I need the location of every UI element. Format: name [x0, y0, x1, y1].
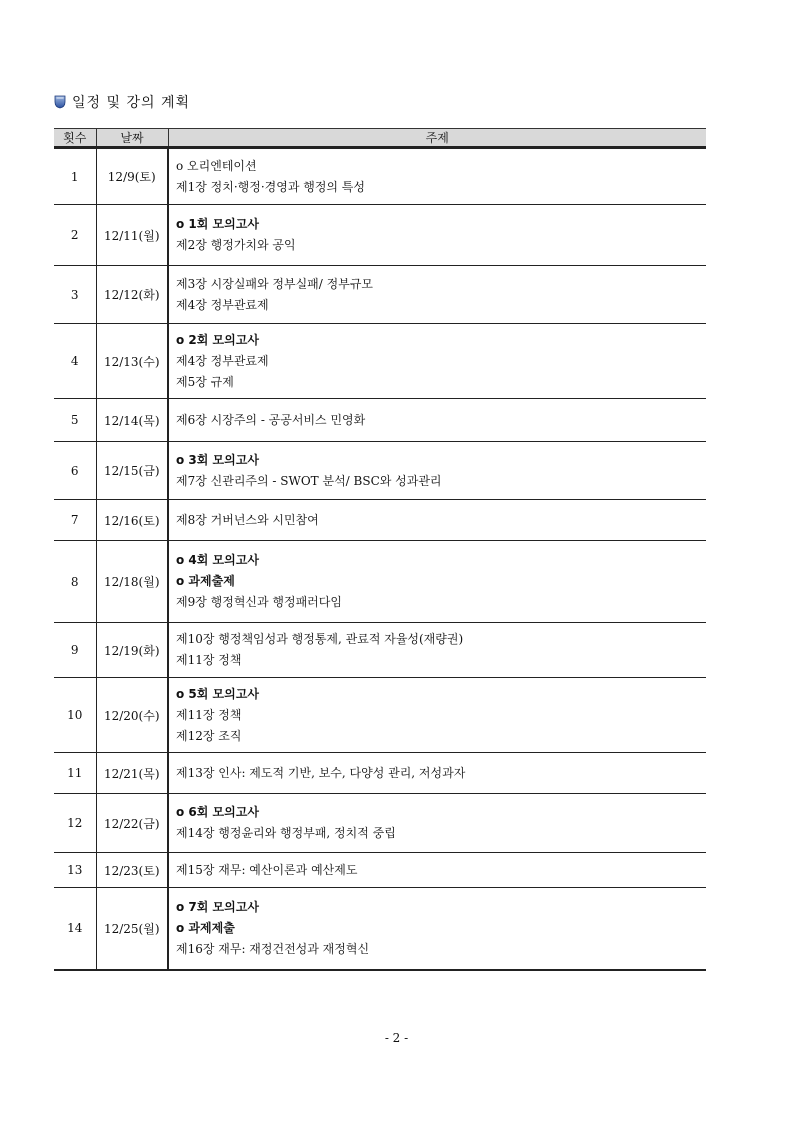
- session-date: 12/20(수): [96, 678, 168, 753]
- session-number: 6: [54, 442, 96, 500]
- session-date: 12/22(금): [96, 794, 168, 853]
- session-topic: [168, 442, 706, 500]
- topic-line: 제4장 정부관료제: [176, 297, 269, 312]
- table-row: [54, 442, 706, 500]
- header-date: 날짜: [96, 129, 168, 148]
- session-topic: [168, 794, 706, 853]
- topic-highlight-line: o 4회 모의고사: [176, 553, 259, 567]
- table-row: [54, 623, 706, 678]
- session-topic: [168, 888, 706, 970]
- session-number: 2: [54, 205, 96, 266]
- topic-highlight-line: o 5회 모의고사: [176, 686, 259, 701]
- table-row: [54, 678, 706, 753]
- table-row: [54, 205, 706, 266]
- session-number: 14: [54, 888, 96, 970]
- schedule-body: [54, 148, 706, 970]
- topic-line: 제9장 행정혁신과 행정패러다임: [176, 595, 342, 609]
- session-topic: [168, 500, 706, 541]
- table-row: [54, 148, 706, 205]
- session-number: 1: [54, 148, 96, 205]
- topic-line: 제3장 시장실패와 정부실패/ 정부규모: [176, 276, 374, 291]
- topic-line: 제2장 행정가치와 공익: [176, 238, 296, 252]
- table-row: [54, 399, 706, 442]
- table-row: [54, 266, 706, 324]
- topic-line: 제11장 정책: [176, 707, 242, 722]
- session-number: 10: [54, 678, 96, 753]
- session-date: 12/15(금): [96, 442, 168, 500]
- table-row: [54, 541, 706, 623]
- topic-line: 제14장 행정윤리와 행정부패, 정치적 중립: [176, 826, 396, 840]
- table-header-row: [54, 129, 706, 148]
- session-topic: [168, 324, 706, 399]
- topic-highlight-line: o 3회 모의고사: [176, 452, 259, 467]
- page-number: - 2 -: [384, 1031, 409, 1045]
- topic-line: 제15장 재무: 예산이론과 예산제도: [176, 862, 358, 877]
- session-topic: [168, 753, 706, 794]
- session-topic: [168, 205, 706, 266]
- topic-line: 제1장 정치·행정·경영과 행정의 특성: [176, 179, 365, 194]
- session-date: 12/18(월): [96, 541, 168, 623]
- session-number: 11: [54, 753, 96, 794]
- session-number: 13: [54, 853, 96, 888]
- topic-line: 제4장 정부관료제: [176, 353, 269, 368]
- topic-line: 제13장 인사: 제도적 기반, 보수, 다양성 관리, 저성과자: [176, 765, 466, 780]
- session-date: 12/9(토): [96, 148, 168, 205]
- topic-line: 제10장 행정책임성과 행정통제, 관료적 자율성(재량권): [176, 632, 464, 646]
- table-row: [54, 324, 706, 399]
- topic-highlight-line: o 과제출제: [176, 574, 235, 588]
- session-date: 12/21(목): [96, 753, 168, 794]
- topic-highlight-line: o 과제제출: [176, 920, 235, 935]
- session-number: 3: [54, 266, 96, 324]
- topic-highlight-line: o 6회 모의고사: [176, 805, 259, 819]
- topic-highlight-line: o 7회 모의고사: [176, 899, 259, 914]
- session-date: 12/25(월): [96, 888, 168, 970]
- table-row: [54, 500, 706, 541]
- topic-line: 제16장 재무: 재정건전성과 재정혁신: [176, 941, 370, 956]
- section-title: 일정 및 강의 계획: [72, 95, 191, 111]
- session-number: 4: [54, 324, 96, 399]
- session-topic: [168, 399, 706, 442]
- session-topic: [168, 541, 706, 623]
- session-topic: [168, 678, 706, 753]
- table-row: [54, 753, 706, 794]
- topic-line: 제5장 규제: [176, 374, 234, 389]
- session-date: 12/12(화): [96, 266, 168, 324]
- topic-line: 제6장 시장주의 - 공공서비스 민영화: [176, 412, 366, 427]
- session-topic: [168, 623, 706, 678]
- session-topic: [168, 853, 706, 888]
- schedule-table: [54, 128, 706, 971]
- session-date: 12/11(월): [96, 205, 168, 266]
- topic-line: 제8장 거버넌스와 시민참여: [176, 512, 319, 527]
- session-number: 8: [54, 541, 96, 623]
- session-number: 12: [54, 794, 96, 853]
- topic-line: 제7장 신관리주의 - SWOT 분석/ BSC와 성과관리: [176, 473, 442, 488]
- header-topic: 주제: [168, 129, 706, 148]
- session-number: 7: [54, 500, 96, 541]
- header-count: 횟수: [54, 129, 96, 148]
- topic-line: 제11장 정책: [176, 653, 242, 667]
- table-row: [54, 853, 706, 888]
- topic-highlight-line: o 1회 모의고사: [176, 217, 259, 231]
- session-topic: [168, 266, 706, 324]
- session-date: 12/13(수): [96, 324, 168, 399]
- session-number: 9: [54, 623, 96, 678]
- session-date: 12/16(토): [96, 500, 168, 541]
- shield-bullet-icon: [54, 95, 66, 109]
- table-row: [54, 794, 706, 853]
- session-number: 5: [54, 399, 96, 442]
- topic-line: o 오리엔테이션: [176, 158, 257, 173]
- section-heading: [54, 92, 190, 112]
- topic-line: 제12장 조직: [176, 728, 242, 743]
- session-topic: [168, 148, 706, 205]
- session-date: 12/23(토): [96, 853, 168, 888]
- table-row: [54, 888, 706, 970]
- session-date: 12/14(목): [96, 399, 168, 442]
- topic-highlight-line: o 2회 모의고사: [176, 332, 259, 347]
- session-date: 12/19(화): [96, 623, 168, 678]
